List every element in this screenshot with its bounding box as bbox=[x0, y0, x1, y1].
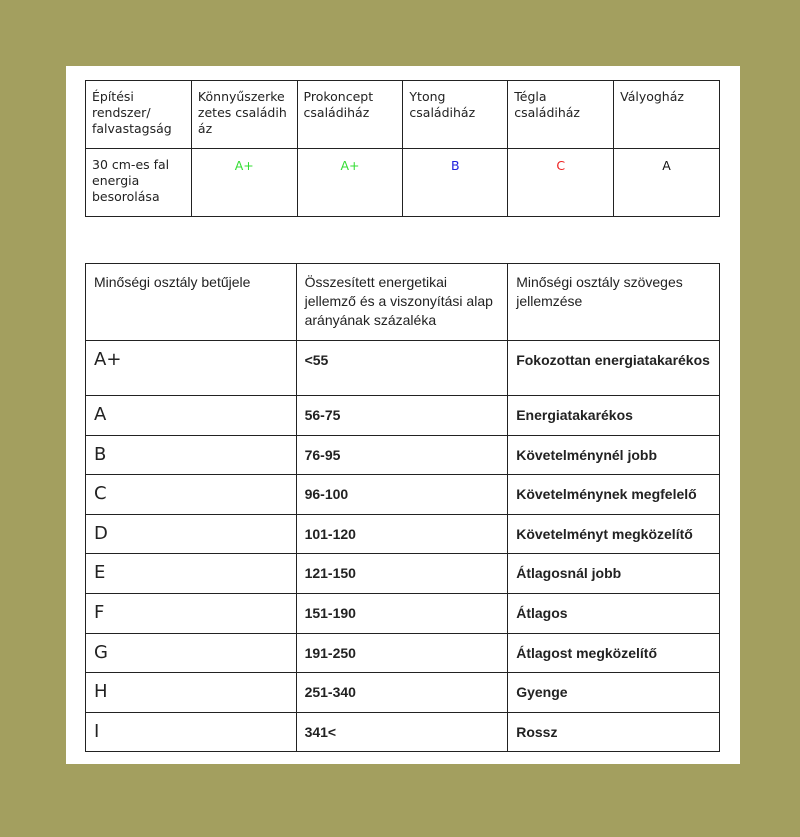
percentage-range: 96-100 bbox=[296, 475, 508, 515]
percentage-range: 151-190 bbox=[296, 593, 508, 633]
class-description: Rossz bbox=[508, 712, 720, 752]
class-description: Követelményt megközelítő bbox=[508, 514, 720, 554]
class-letter: D bbox=[86, 514, 297, 554]
class-description: Átlagosnál jobb bbox=[508, 554, 720, 594]
percentage-range: 101-120 bbox=[296, 514, 508, 554]
header-row bbox=[86, 264, 720, 341]
percentage-range: 121-150 bbox=[296, 554, 508, 594]
percentage-range: 191-250 bbox=[296, 633, 508, 673]
table-row bbox=[86, 673, 720, 713]
header-row bbox=[86, 81, 720, 149]
table-row bbox=[86, 554, 720, 594]
class-description: Követelménynek megfelelő bbox=[508, 475, 720, 515]
header-percentage: Összesített energetikai jellemző és a viszonyítási alap arányának százaléka bbox=[296, 264, 508, 341]
rating-lightweight: A+ bbox=[191, 149, 297, 217]
percentage-range: <55 bbox=[296, 341, 508, 396]
percentage-range: 76-95 bbox=[296, 435, 508, 475]
table-row bbox=[86, 593, 720, 633]
table-row bbox=[86, 475, 720, 515]
header-lightweight-house: Könnyűszerkezetes családiház bbox=[191, 81, 297, 149]
header-description: Minőségi osztály szöveges jellemzése bbox=[508, 264, 720, 341]
table-row bbox=[86, 712, 720, 752]
class-description: Átlagost megközelítő bbox=[508, 633, 720, 673]
class-letter: H bbox=[86, 673, 297, 713]
wall-energy-rating-table bbox=[85, 80, 720, 217]
class-description: Átlagos bbox=[508, 593, 720, 633]
percentage-range: 341< bbox=[296, 712, 508, 752]
percentage-range: 251-340 bbox=[296, 673, 508, 713]
table-row bbox=[86, 514, 720, 554]
header-adobe-house: Vályogház bbox=[614, 81, 720, 149]
class-letter: E bbox=[86, 554, 297, 594]
rating-adobe: A bbox=[614, 149, 720, 217]
header-prokoncept-house: Prokoncept családiház bbox=[297, 81, 403, 149]
rating-ytong: B bbox=[403, 149, 508, 217]
class-letter: C bbox=[86, 475, 297, 515]
header-ytong-house: Ytong családiház bbox=[403, 81, 508, 149]
table-row bbox=[86, 435, 720, 475]
table-row bbox=[86, 341, 720, 396]
rating-prokoncept: A+ bbox=[297, 149, 403, 217]
percentage-range: 56-75 bbox=[296, 396, 508, 436]
class-letter: A+ bbox=[86, 341, 297, 396]
class-description: Fokozottan energiatakarékos bbox=[508, 341, 720, 396]
table-row bbox=[86, 396, 720, 436]
table-row bbox=[86, 633, 720, 673]
header-class-letter: Minőségi osztály betűjele bbox=[86, 264, 297, 341]
energy-class-table bbox=[85, 263, 720, 752]
class-description: Energiatakarékos bbox=[508, 396, 720, 436]
class-description: Követelménynél jobb bbox=[508, 435, 720, 475]
class-letter: A bbox=[86, 396, 297, 436]
class-letter: G bbox=[86, 633, 297, 673]
rating-brick: C bbox=[508, 149, 614, 217]
header-brick-house: Tégla családiház bbox=[508, 81, 614, 149]
rating-row bbox=[86, 149, 720, 217]
row-label: 30 cm-es fal energia besorolása bbox=[86, 149, 192, 217]
class-letter: F bbox=[86, 593, 297, 633]
header-building-system: Építési rendszer/ falvastagság bbox=[86, 81, 192, 149]
document-card bbox=[66, 66, 740, 764]
class-letter: B bbox=[86, 435, 297, 475]
class-description: Gyenge bbox=[508, 673, 720, 713]
class-letter: I bbox=[86, 712, 297, 752]
